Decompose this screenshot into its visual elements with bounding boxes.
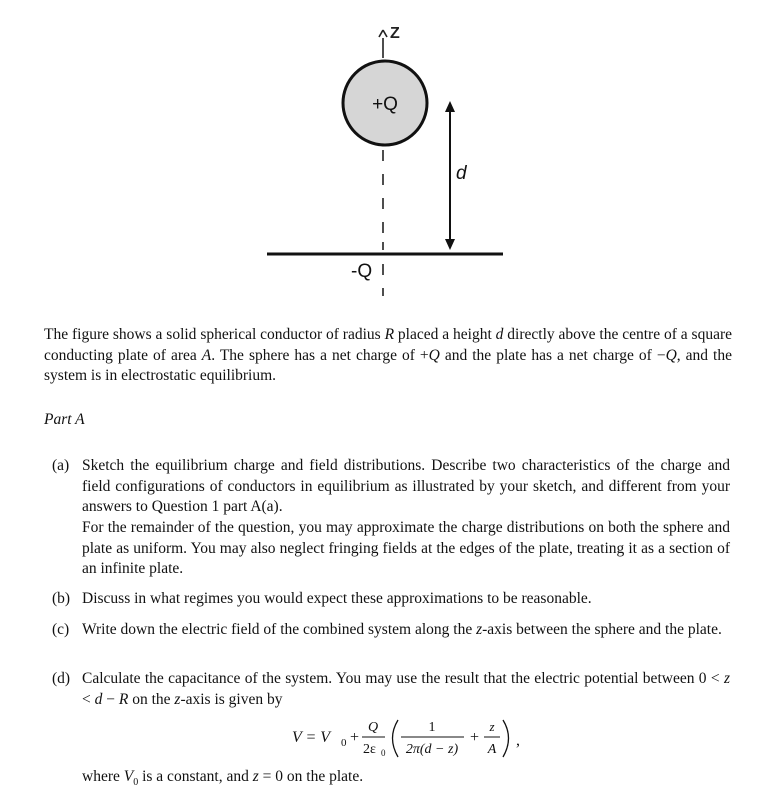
distance-label: d	[456, 163, 467, 184]
eq-right-paren	[503, 720, 509, 757]
item-d-marker: (d)	[52, 670, 71, 687]
item-d-var-R: R	[118, 690, 129, 708]
z-axis-arrowhead-right	[383, 30, 387, 37]
item-d-tail-text-2: is a constant, and	[138, 768, 253, 785]
eq-frac1-num: Q	[367, 720, 379, 735]
eq-left-paren	[393, 720, 399, 757]
item-c-var-z: z	[476, 621, 483, 638]
question-item-a	[52, 456, 730, 518]
item-d-var-V0: V	[123, 768, 134, 785]
potential-equation	[0, 712, 772, 762]
item-d-var-z2: z	[174, 690, 181, 708]
item-c-text	[82, 620, 730, 641]
item-d-var-z1: z	[723, 670, 730, 687]
physics-figure	[0, 0, 772, 310]
intro-text-1: The figure shows a solid spherical conductor of radius	[44, 326, 385, 343]
item-d-var-z3: z	[252, 768, 259, 785]
item-d-tail-text-1: where	[82, 768, 124, 785]
item-c-text-2: -axis between the sphere and the plate.	[482, 621, 722, 638]
z-axis-arrowhead-left	[379, 30, 383, 37]
item-b-marker: (b)	[52, 590, 71, 607]
question-item-d	[52, 669, 730, 710]
item-c-marker: (c)	[52, 621, 70, 638]
intro-var-R: R	[384, 326, 395, 343]
distance-arrowhead-up	[445, 101, 455, 112]
item-d-text-2: <	[82, 690, 95, 708]
intro-var-Q2: Q	[665, 346, 677, 364]
intro-text-3: directly above the centre of a square conducting plate of area	[44, 326, 732, 364]
eq-frac3-num: z	[489, 719, 495, 734]
item-d-text-5: -axis is given by	[180, 690, 283, 708]
question-item-a-note	[52, 518, 730, 580]
question-item-c	[52, 620, 730, 641]
item-d-var-d: d	[94, 690, 103, 708]
intro-var-A: A	[201, 346, 212, 364]
item-d-text-1: Calculate the capacitance of the system. You may use the result that the electric potential between 0 <	[82, 670, 724, 687]
distance-arrowhead-down	[445, 239, 455, 250]
intro-var-Q1: Q	[428, 346, 440, 364]
item-d-text-3: −	[102, 690, 119, 708]
question-item-b	[52, 589, 730, 610]
plate-charge-label: -Q	[351, 261, 373, 282]
item-d-text-4: on the	[128, 690, 175, 708]
eq-frac1-den: 2ε	[363, 742, 376, 757]
intro-text-2: placed a height	[394, 326, 496, 343]
eq-trailing-comma: ,	[516, 732, 520, 749]
intro-text-6: , and the system is in electrostatic equilibrium.	[44, 346, 732, 384]
intro-text-4: . The sphere has a net charge of +	[211, 346, 429, 364]
item-a-note-text: For the remainder of the question, you may approximate the charge distributions on both the sphere and plate as uniform. You may also neglect fringing fields at the edges of the plate, treating it as a section of an infinite plate.	[82, 519, 730, 577]
item-c-text-1: Write down the electric field of the combined system along the	[82, 621, 477, 638]
eq-frac2-num: 1	[428, 720, 436, 735]
item-b-text: Discuss in what regimes you would expect these approximations to be reasonable.	[82, 590, 592, 607]
item-d-text	[82, 669, 730, 710]
eq-lhs-sub: 0	[341, 737, 347, 749]
eq-frac3-den: A	[487, 742, 497, 757]
eq-frac1-den-sub: 0	[381, 748, 386, 758]
question-item-d-tail	[52, 767, 730, 794]
z-axis-label: Z	[390, 25, 400, 42]
intro-var-d: d	[495, 326, 504, 343]
eq-frac2-den: 2π(d − z)	[405, 742, 459, 757]
part-title: Part A	[44, 411, 85, 428]
item-a-marker: (a)	[52, 457, 70, 474]
eq-plus-2: +	[470, 729, 480, 746]
item-d-tail-text	[82, 767, 730, 794]
eq-plus-1: +	[350, 729, 360, 746]
sphere-charge-label: +Q	[372, 94, 398, 115]
eq-lhs: V = V	[292, 729, 331, 746]
item-a-text: Sketch the equilibrium charge and field distributions. Describe two characteristics of the charge and field configurations of conductors in equilibrium as illustrated by your sketch, and different from your answers to Question 1 part A(a).	[82, 457, 730, 515]
item-d-tail-text-3: = 0 on the plate.	[258, 768, 364, 785]
item-d-var-V0-sub: 0	[133, 777, 139, 789]
intro-text-5: and the plate has a net charge of −	[439, 346, 666, 364]
intro-paragraph	[44, 325, 732, 387]
